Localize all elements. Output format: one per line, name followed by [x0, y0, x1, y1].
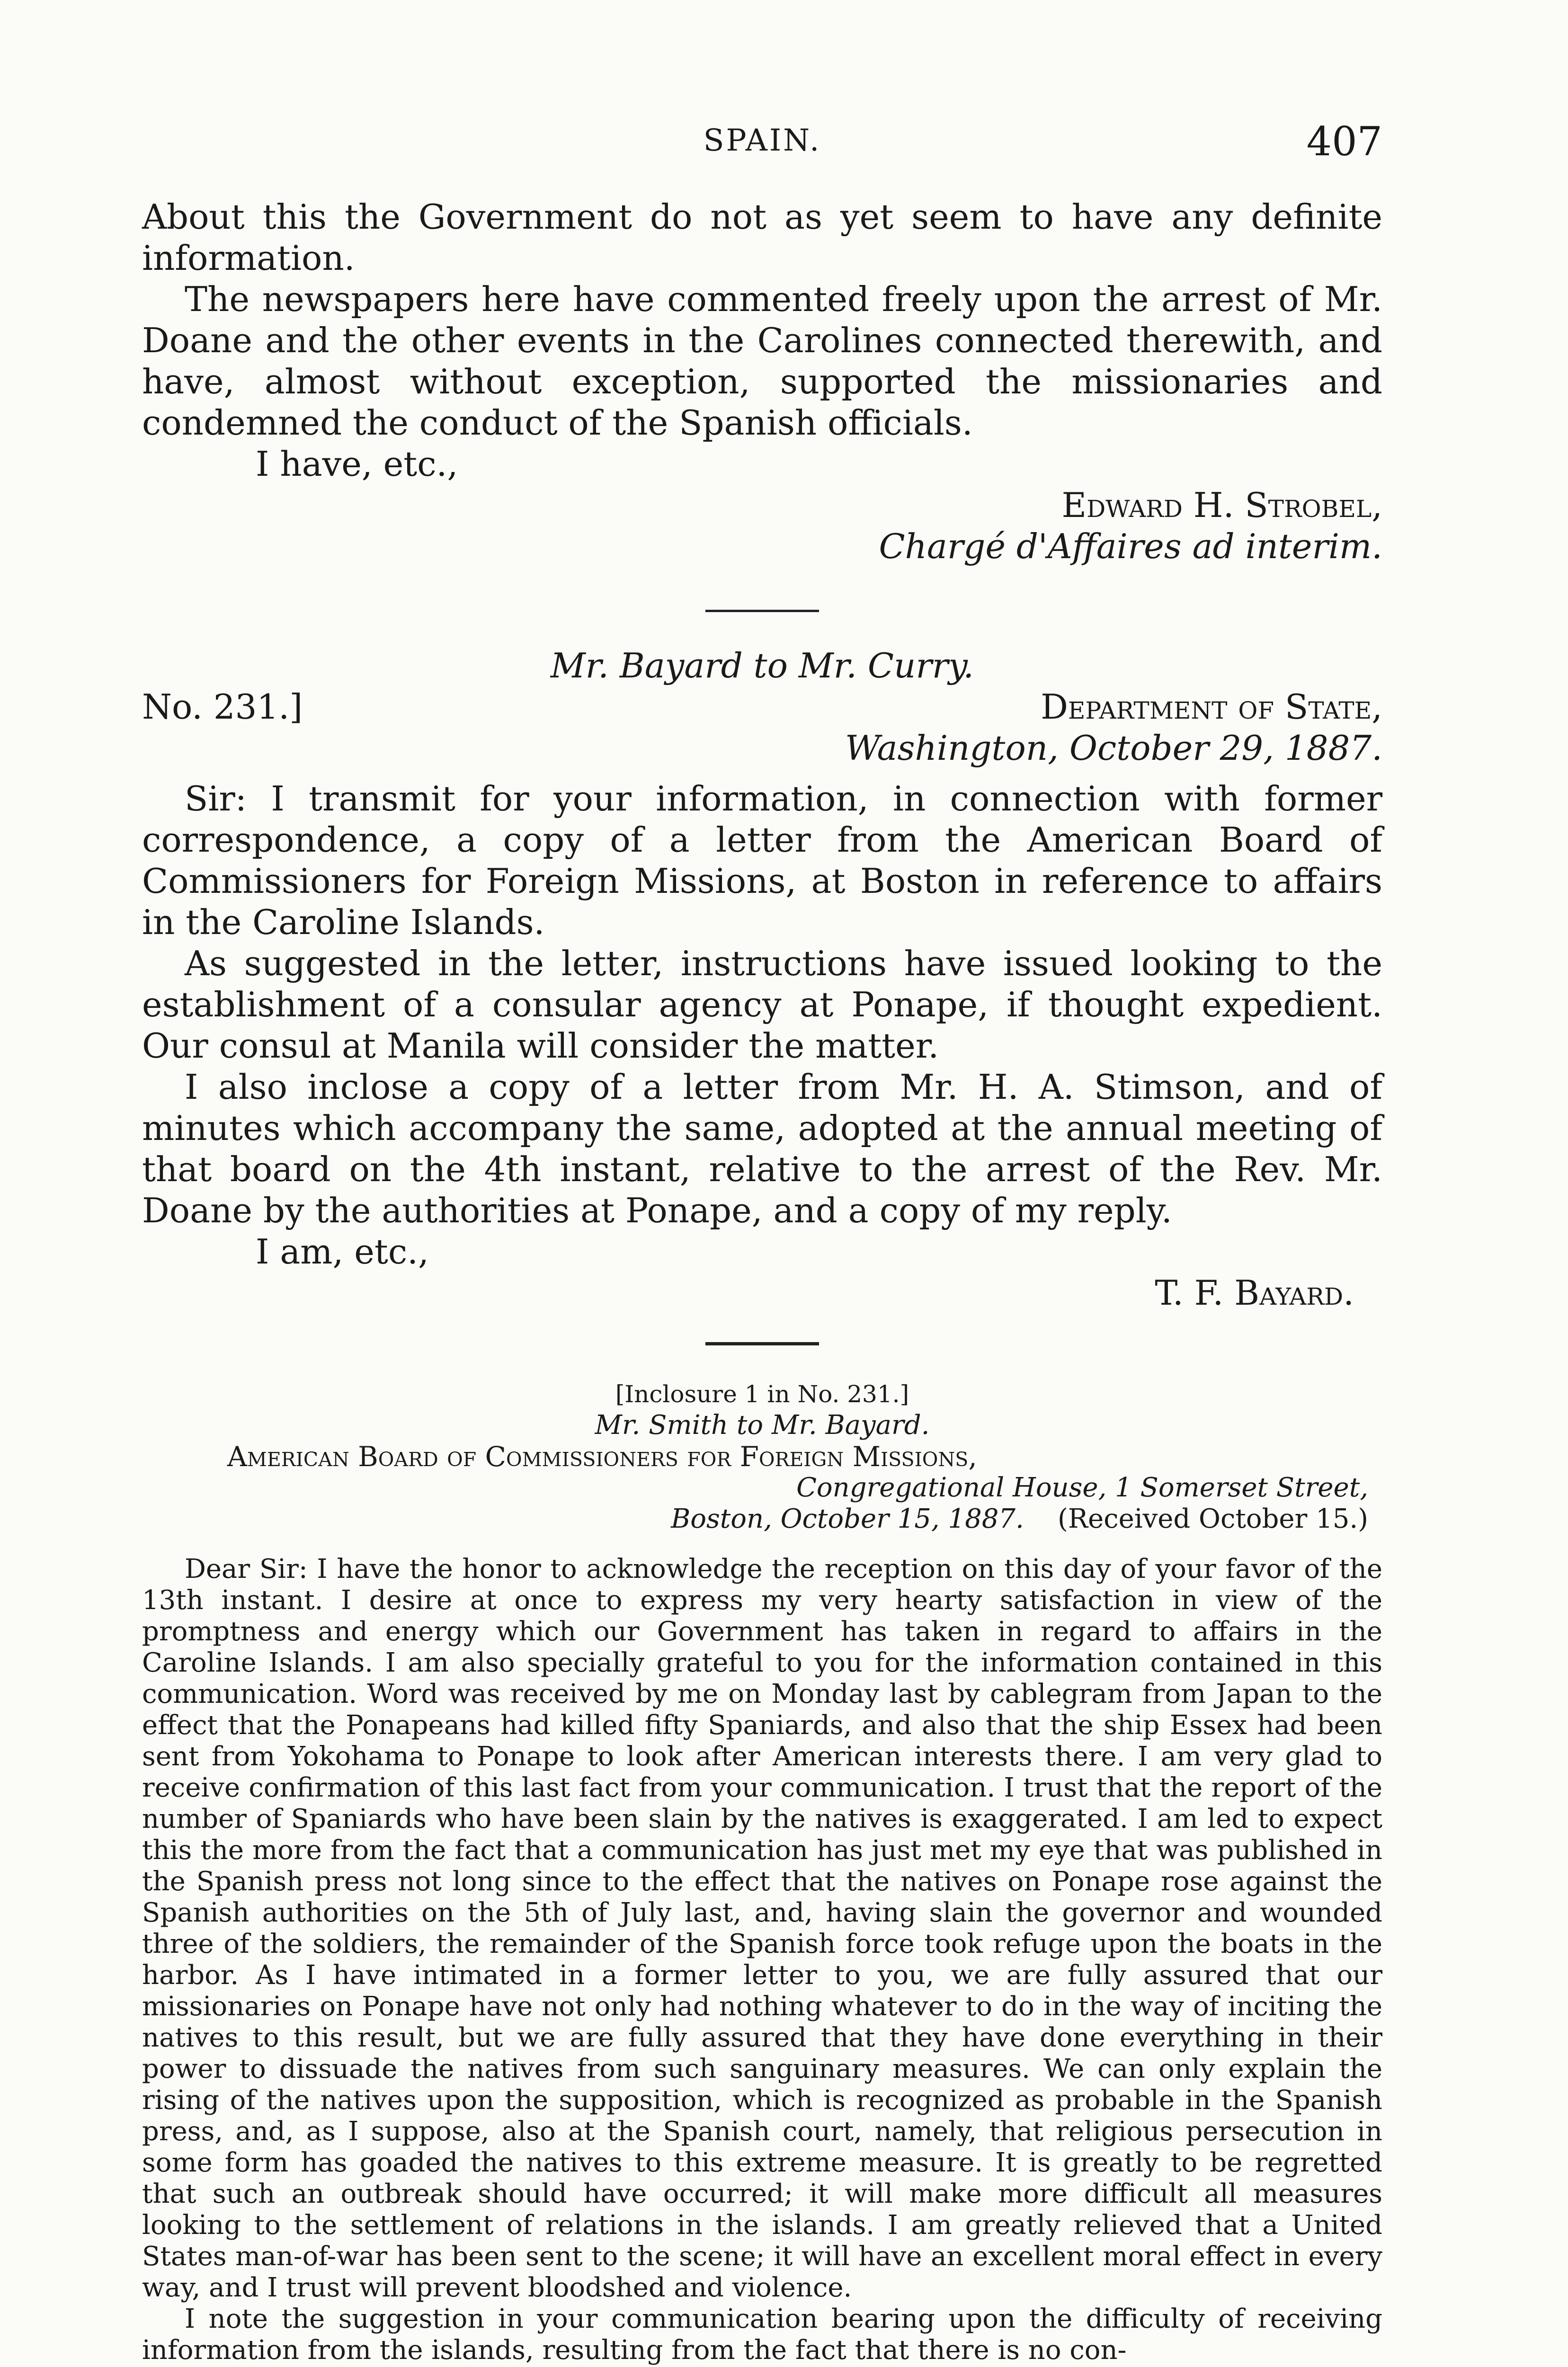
board-address — [142, 1472, 1382, 1535]
date-line: Boston, October 15, 1887. — [671, 1504, 1024, 1534]
section-divider-2 — [705, 1342, 819, 1345]
bayard-signature — [142, 1272, 1382, 1314]
department-name: Department of State, — [1041, 687, 1382, 727]
strobel-signature-name: Edward H. Strobel, — [1061, 485, 1382, 525]
inclosure-body — [142, 1554, 1382, 2366]
bayard-paragraph-3: I also inclose a copy of a letter from Mr. H. A. Stimson, and of minutes which accompany the same, adopted at the annual meeting of that board on the 4th instant, relative to the arrest of the Rev. Mr. Doane by the authorities at Ponape, and a copy of my reply. — [142, 1067, 1382, 1230]
bayard-letter-heading: Mr. Bayard to Mr. Curry. — [550, 646, 974, 685]
strobel-signature-block — [142, 485, 1382, 567]
strobel-letter-end — [142, 196, 1382, 567]
bayard-letter-dateline — [142, 686, 1382, 769]
strobel-signature-title: Chargé d'Affaires ad interim. — [879, 526, 1382, 566]
running-title: SPAIN. — [703, 123, 821, 158]
inclosure-label: [Inclosure 1 in No. 231.] — [615, 1380, 909, 1408]
inclosure-heading: Mr. Smith to Mr. Bayard. — [595, 1410, 930, 1441]
place-date: Washington, October 29, 1887. — [845, 728, 1382, 768]
strobel-paragraph-1: About this the Government do not as yet seem to have any definite information. — [142, 197, 1382, 278]
inclosure-letter — [142, 1379, 1382, 2366]
inclosure-paragraph-2: I note the suggestion in your communication bearing upon the difficulty of receiving information from the islands, resulting from the fact that there is no con- — [142, 2304, 1382, 2366]
received-note: (Received October 15.) — [1058, 1504, 1368, 1534]
inclosure-paragraph-1: Dear Sir: I have the honor to acknowledge the reception on this day of your favor of the 13th instant. I desire at once to express my very hearty satisfaction in view of the promptness and energy which our Government has taken in regard to affairs in the Caroline Islands. I am also specially grateful to you for the information contained in this communication. Word was received by me on Monday last by cablegram from Japan to the effect that the Ponapeans had killed fifty Spaniards, and also that the ship Essex had been sent from Yokohama to Ponape to look after American interests there. I am very glad to receive confirmation of this last fact from your communication. I trust that the report of the number of Spaniards who have been slain by the natives is exaggerated. I am led to expect this the more from the fact that a communication has just met my eye that was published in the Spanish press not long since to the effect that the natives on Ponape rose against the Spanish authorities on the 5th of July last, and, having slain the governor and wounded three of the soldiers, the remainder of the Spanish force took refuge upon the boats in the harbor. As I have intimated in a former letter to you, we are fully assured that our missionaries on Ponape have not only had nothing whatever to do in the way of inciting the natives to this result, but we are fully assured that they have done everything in their power to dissuade the natives from such sanguinary measures. We can only explain the rising of the natives upon the supposition, which is recognized as probable in the Spanish press, and, as I suppose, also at the Spanish court, namely, that religious persecution in some form has goaded the natives to this extreme measure. It is greatly to be regretted that such an outbreak should have occurred; it will make more difficult all measures looking to the settlement of relations in the islands. I am greatly relieved that a United States man-of-war has been sent to the scene; it will have an excellent moral effect in every way, and I trust will prevent bloodshed and violence. — [142, 1554, 1382, 2303]
running-head — [142, 118, 1382, 170]
board-name: American Board of Commissioners for Foreign Missions, — [227, 1441, 977, 1473]
bayard-letter — [142, 645, 1382, 1314]
bayard-paragraph-1: Sir: I transmit for your information, in connection with former correspondence, a copy of a letter from the American Board of Commissioners for Foreign Missions, at Boston in reference to affairs in the Caroline Islands. — [142, 779, 1382, 942]
department-block — [845, 686, 1382, 769]
dispatch-number: No. 231.] — [142, 687, 303, 727]
page-content — [142, 196, 1382, 2366]
bayard-closing: I am, etc., — [256, 1232, 429, 1272]
strobel-paragraph-2: The newspapers here have commented freely upon the arrest of Mr. Doane and the other events in the Carolines connected therewith, and have, almost without exception, supported the missionaries and condemned the conduct of the Spanish officials. — [142, 279, 1382, 443]
address-line: Congregational House, 1 Somerset Street, — [796, 1472, 1368, 1503]
strobel-closing: I have, etc., — [256, 444, 458, 484]
page-number: 407 — [1306, 118, 1382, 165]
bayard-paragraph-2: As suggested in the letter, instructions have issued looking to the establishment of a consular agency at Ponape, if thought expedient. Our consul at Manila will consider the matter. — [142, 943, 1382, 1066]
bayard-signature-name: T. F. Bayard. — [1155, 1273, 1354, 1313]
section-divider-1 — [705, 610, 819, 612]
